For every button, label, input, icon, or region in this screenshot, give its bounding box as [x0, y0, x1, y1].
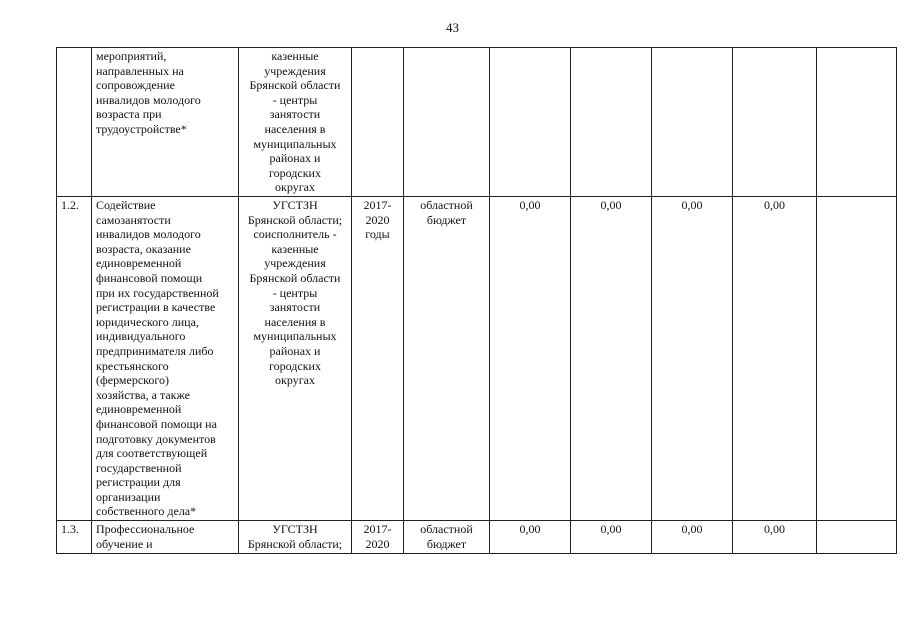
period-cell: 2017- 2020 годы	[352, 197, 404, 521]
row-number-cell: 1.2.	[57, 197, 92, 521]
row-number-cell	[57, 48, 92, 197]
value-cell	[733, 48, 817, 197]
funding-source-cell: областной бюджет	[404, 197, 490, 521]
measure-name-cell: Содействие самозанятости инвалидов молодого возраста, оказание единовременной финансовой помощи при их государственной регистрации в качестве юридического лица, индивидуального предпринимателя либо крестьянского (фермерского) хозяйства, а также единовременной финансовой помощи на подготовку документов для соответствующей государственной регистрации для организации собственного дела*	[92, 197, 239, 521]
executor-cell: УГСТЗН Брянской области; соисполнитель - казенные учреждения Брянской области - центры занятости населения в муниципальных районах и городских округах	[239, 197, 352, 521]
value-cell	[817, 521, 897, 554]
row-number-cell: 1.3.	[57, 521, 92, 554]
table-row	[57, 197, 897, 521]
funding-source-cell: областной бюджет	[404, 521, 490, 554]
measure-name-cell: Профессиональное обучение и	[92, 521, 239, 554]
value-cell: 0,00	[571, 521, 652, 554]
value-cell	[571, 48, 652, 197]
executor-cell: казенные учреждения Брянской области - центры занятости населения в муниципальных районах и городских округах	[239, 48, 352, 197]
value-cell: 0,00	[490, 197, 571, 521]
table-row	[57, 48, 897, 197]
value-cell: 0,00	[652, 521, 733, 554]
value-cell: 0,00	[733, 521, 817, 554]
value-cell: 0,00	[652, 197, 733, 521]
value-cell: 0,00	[571, 197, 652, 521]
page-number: 43	[446, 20, 459, 35]
program-table	[56, 47, 897, 554]
value-cell	[817, 48, 897, 197]
value-cell	[490, 48, 571, 197]
funding-source-cell	[404, 48, 490, 197]
value-cell	[817, 197, 897, 521]
executor-cell: УГСТЗН Брянской области;	[239, 521, 352, 554]
value-cell	[652, 48, 733, 197]
period-cell	[352, 48, 404, 197]
table-row	[57, 521, 897, 554]
measure-name-cell: мероприятий, направленных на сопровождение инвалидов молодого возраста при трудоустройстве*	[92, 48, 239, 197]
value-cell: 0,00	[733, 197, 817, 521]
period-cell: 2017- 2020	[352, 521, 404, 554]
value-cell: 0,00	[490, 521, 571, 554]
